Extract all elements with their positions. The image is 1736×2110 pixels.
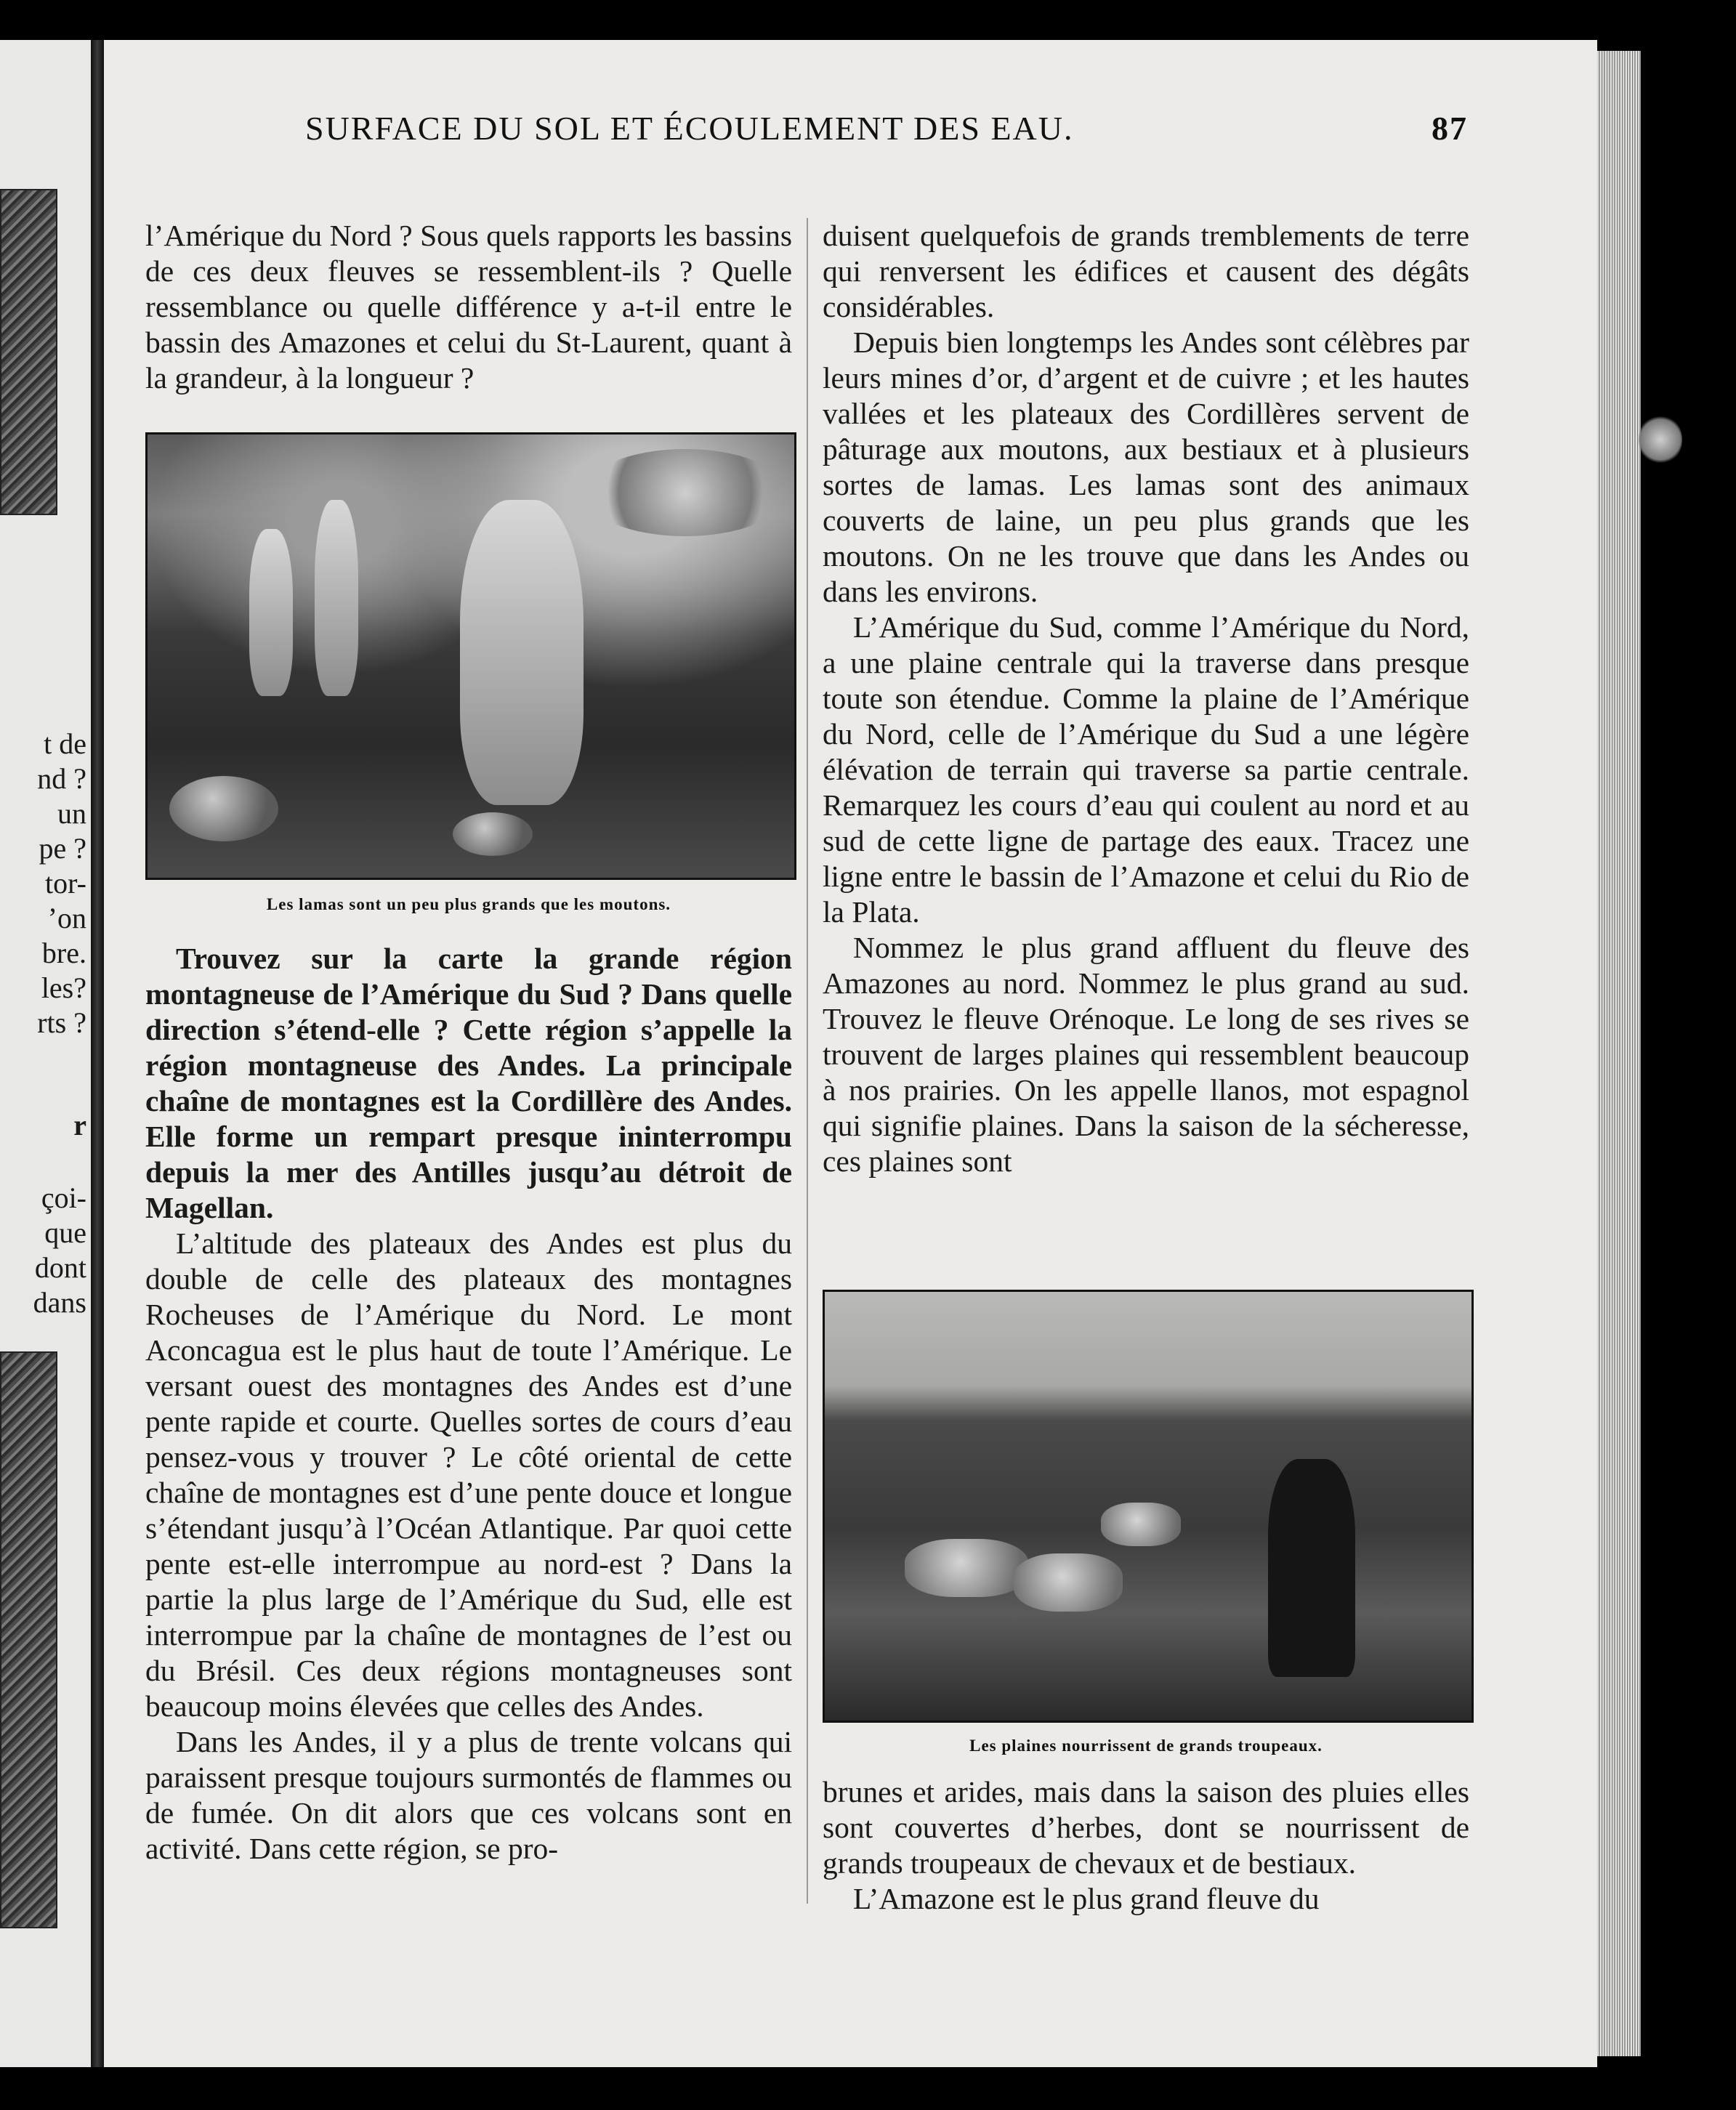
cattle-figure bbox=[1014, 1553, 1123, 1612]
llama-figure bbox=[460, 500, 584, 805]
left-page-word: dont bbox=[34, 1251, 86, 1284]
left-page-word: t de bbox=[44, 727, 86, 760]
llama-figure bbox=[315, 500, 358, 696]
book-gutter bbox=[91, 40, 104, 2067]
paragraph: brunes et arides, mais dans la saison des pluies elles sont couvertes d’herbes, dont se nourrissent de grands troupeaux de chevaux et de bestiaux. bbox=[823, 1775, 1469, 1880]
running-head bbox=[305, 109, 1468, 160]
left-page-word: dans bbox=[33, 1286, 86, 1319]
plains-caption: Les plaines nourrissent de grands troupeaux. bbox=[969, 1737, 1323, 1755]
left-page-fragment bbox=[0, 40, 91, 2067]
bold-paragraph: Trouvez sur la carte la grande région montagneuse de l’Amérique du Sud ? Dans quelle direction s’étend-elle ? Cette région s’appelle la région montagneuse des Andes. La principale chaîne de montagnes est la Cordillère des Andes. Elle forme un rempart presque ininterrompu depuis la mer des Antilles jusqu’au détroit de Magellan. bbox=[145, 942, 792, 1224]
rider-figure bbox=[1268, 1459, 1355, 1677]
column-divider bbox=[807, 218, 808, 1904]
paragraph: l’Amérique du Nord ? Sous quels rapports les bassins de ces deux fleuves se ressemblent-ils ? Quelle ressemblance ou quelle différence y a-t-il entre le bassin des Amazones et celui du St-Laurent, quant à la grandeur, à la longueur ? bbox=[145, 219, 792, 395]
page-fore-edge bbox=[1597, 51, 1641, 2056]
left-column-top bbox=[145, 218, 792, 396]
left-page-word: r bbox=[73, 1109, 86, 1141]
paragraph: Dans les Andes, il y a plus de trente volcans qui paraissent presque toujours surmontés de flammes ou de fumée. On dit alors que ces volcans sont en activité. Dans cette région, se pro- bbox=[145, 1725, 792, 1865]
paragraph: Depuis bien longtemps les Andes sont célèbres par leurs mines d’or, d’argent et de cuivre ; et les hautes vallées et les plateaux des Cordillères servent de pâturage aux moutons, aux bestiaux et à plusieurs sortes de lamas. Les lamas sont des animaux couverts de laine, un peu plus grands que les moutons. On ne les trouve que dans les Andes ou dans les environs. bbox=[823, 326, 1469, 608]
plains-illustration bbox=[823, 1290, 1474, 1723]
left-page-word: tor- bbox=[45, 867, 86, 900]
paragraph: L’Amazone est le plus grand fleuve du bbox=[853, 1882, 1320, 1915]
left-page-word: pe ? bbox=[39, 832, 86, 865]
right-column-top bbox=[823, 218, 1469, 1179]
llamas-caption: Les lamas sont un peu plus grands que les moutons. bbox=[266, 895, 671, 913]
left-page-image-bottom bbox=[0, 1351, 57, 1928]
paragraph: duisent quelquefois de grands tremblements de terre qui renversent les édifices et causent des dégâts considérables. bbox=[823, 219, 1469, 323]
left-page-word: ’on bbox=[47, 902, 86, 934]
page-number: 87 bbox=[1432, 110, 1468, 147]
left-page-word: rts ? bbox=[37, 1006, 86, 1039]
left-page-word: les? bbox=[41, 971, 86, 1004]
paragraph: L’Amérique du Sud, comme l’Amérique du Nord, a une plaine centrale qui la traverse dans presque toute son étendue. Comme la plaine de l’Amérique du Nord, celle de l’Amérique du Sud a une légère élévation de terrain qui traverse sa partie centrale. Remarquez les cours d’eau qui coulent au nord et au sud de cette ligne de partage des eaux. Tracez une ligne entre le bassin de l’Amazone et celui du Rio de la Plata. bbox=[823, 610, 1469, 929]
llama-figure bbox=[249, 529, 293, 696]
left-page-word: bre. bbox=[41, 937, 86, 969]
paragraph: L’altitude des plateaux des Andes est plus du double de celle des plateaux des montagnes Rocheuses de l’Amérique du Nord. Le mont Aconcagua est le plus haut de toute l’Amérique. Le versant ouest des montagnes des Andes est d’une pente rapide et courte. Quelles sortes de cours d’eau pensez-vous y trouver ? Le côté oriental de cette chaîne de montagnes est d’une pente douce et longue s’étendant jusqu’à l’Océan Atlantique. Par quoi cette pente est-elle interrompue au nord-est ? Dans la partie la plus large de l’Amérique du Sud, elle est interrompue par la chaîne de montagnes de l’est ou du Brésil. Ces deux régions montagneuses sont beaucoup moins élevées que celles des Andes. bbox=[145, 1226, 792, 1723]
llamas-illustration bbox=[145, 432, 796, 880]
running-head-title: SURFACE DU SOL ET ÉCOULEMENT DES EAU. bbox=[305, 110, 1074, 147]
cattle-figure bbox=[905, 1539, 1028, 1597]
cattle-figure bbox=[1101, 1503, 1181, 1546]
left-page-word: un bbox=[57, 797, 86, 830]
page-stain bbox=[1639, 414, 1682, 465]
left-page-word: que bbox=[44, 1216, 86, 1249]
rock bbox=[453, 812, 533, 856]
left-page-image-top bbox=[0, 189, 57, 515]
rock bbox=[169, 776, 278, 841]
cloud bbox=[584, 449, 787, 536]
paragraph: Nommez le plus grand affluent du fleuve des Amazones au nord. Nommez le plus grand au sud. Trouvez le fleuve Orénoque. Le long de ses rives se trouvent de larges plaines qui ressemblent beaucoup à nos prairies. On les appelle llanos, mot espagnol qui signifie plaines. Dans la saison de la sécheresse, ces plaines sont bbox=[823, 931, 1469, 1178]
left-page-word: nd ? bbox=[37, 762, 86, 795]
left-column-bottom bbox=[145, 941, 792, 1867]
left-page-word: çoi- bbox=[41, 1181, 86, 1214]
right-column-bottom bbox=[823, 1774, 1469, 1917]
